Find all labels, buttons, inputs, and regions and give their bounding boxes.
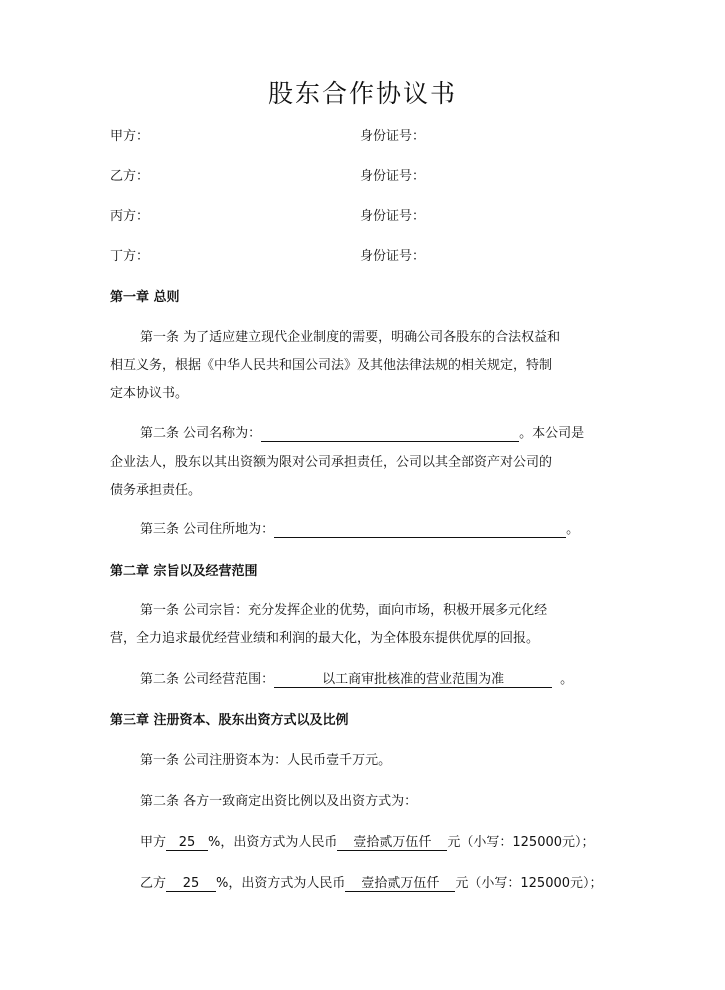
party-label-b: 乙方： xyxy=(110,169,150,184)
contribution-tail: 元（小写：125000元）； xyxy=(455,876,603,891)
contribution-party: 乙方 xyxy=(140,876,167,891)
contribution-row-a xyxy=(140,835,630,851)
party-id-label-a: 身份证号： xyxy=(360,129,426,144)
contribution-tail: 元（小写：125000元）； xyxy=(447,835,595,850)
ch1-art1-line2: 相互义务，根据《中华人民共和国公司法》及其他法律法规的相关规定，特制 xyxy=(110,358,553,373)
contribution-row-b xyxy=(140,876,630,892)
ch2-art2-line1 xyxy=(140,672,630,688)
ch1-art2-line3: 债务承担责任。 xyxy=(110,483,202,498)
party-label-d: 丁方： xyxy=(110,249,150,264)
contribution-method: %，出资方式为人民币 xyxy=(216,876,346,891)
ch1-art2-line1 xyxy=(140,426,630,442)
company-address-blank xyxy=(274,523,566,538)
contribution-method: %，出资方式为人民币 xyxy=(208,835,338,850)
contribution-percent: 25 xyxy=(166,876,216,892)
ch1-art2-prefix: 第二条 公司名称为： xyxy=(140,426,262,441)
ch1-art3-line1 xyxy=(140,522,630,538)
chapter1-heading: 第一章 总则 xyxy=(110,290,180,305)
ch2-art2-prefix: 第二条 公司经营范围： xyxy=(140,672,275,687)
ch1-art3-suffix: 。 xyxy=(566,522,580,537)
party-label-c: 丙方： xyxy=(110,209,150,224)
party-label-a: 甲方： xyxy=(110,129,150,144)
ch1-art3-prefix: 第三条 公司住所地为： xyxy=(140,522,275,537)
ch1-art2-suffix: 。本公司是 xyxy=(519,426,585,441)
contribution-amount-words: 壹拾贰万伍仟 xyxy=(345,876,455,892)
ch2-art1-line2: 营，全力追求最优经营业绩和利润的最大化，为全体股东提供优厚的回报。 xyxy=(110,631,540,646)
party-id-label-c: 身份证号： xyxy=(360,209,426,224)
ch2-art2-suffix: 。 xyxy=(560,672,574,687)
ch1-art1-line3: 定本协议书。 xyxy=(110,386,189,401)
ch1-art1-line1: 第一条 为了适应建立现代企业制度的需要，明确公司各股东的合法权益和 xyxy=(140,330,561,345)
ch3-art1: 第一条 公司注册资本为：人民币壹千万元。 xyxy=(140,753,392,768)
party-id-label-d: 身份证号： xyxy=(360,249,426,264)
business-scope-value: 以工商审批核准的营业范围为准 xyxy=(274,672,552,688)
ch1-art2-line2: 企业法人，股东以其出资额为限对公司承担责任，公司以其全部资产对公司的 xyxy=(110,455,553,470)
document-title: 股东合作协议书 xyxy=(267,79,457,108)
chapter3-heading: 第三章 注册资本、股东出资方式以及比例 xyxy=(110,713,349,728)
contribution-amount-words: 壹拾贰万伍仟 xyxy=(337,835,447,851)
company-name-blank xyxy=(261,427,519,442)
chapter2-heading: 第二章 宗旨以及经营范围 xyxy=(110,564,258,579)
contribution-percent: 25 xyxy=(166,835,208,851)
party-id-label-b: 身份证号： xyxy=(360,169,426,184)
contribution-party: 甲方 xyxy=(140,835,167,850)
ch3-art2: 第二条 各方一致商定出资比例以及出资方式为： xyxy=(140,794,418,809)
ch2-art1-line1: 第一条 公司宗旨：充分发挥企业的优势，面向市场，积极开展多元化经 xyxy=(140,603,548,618)
